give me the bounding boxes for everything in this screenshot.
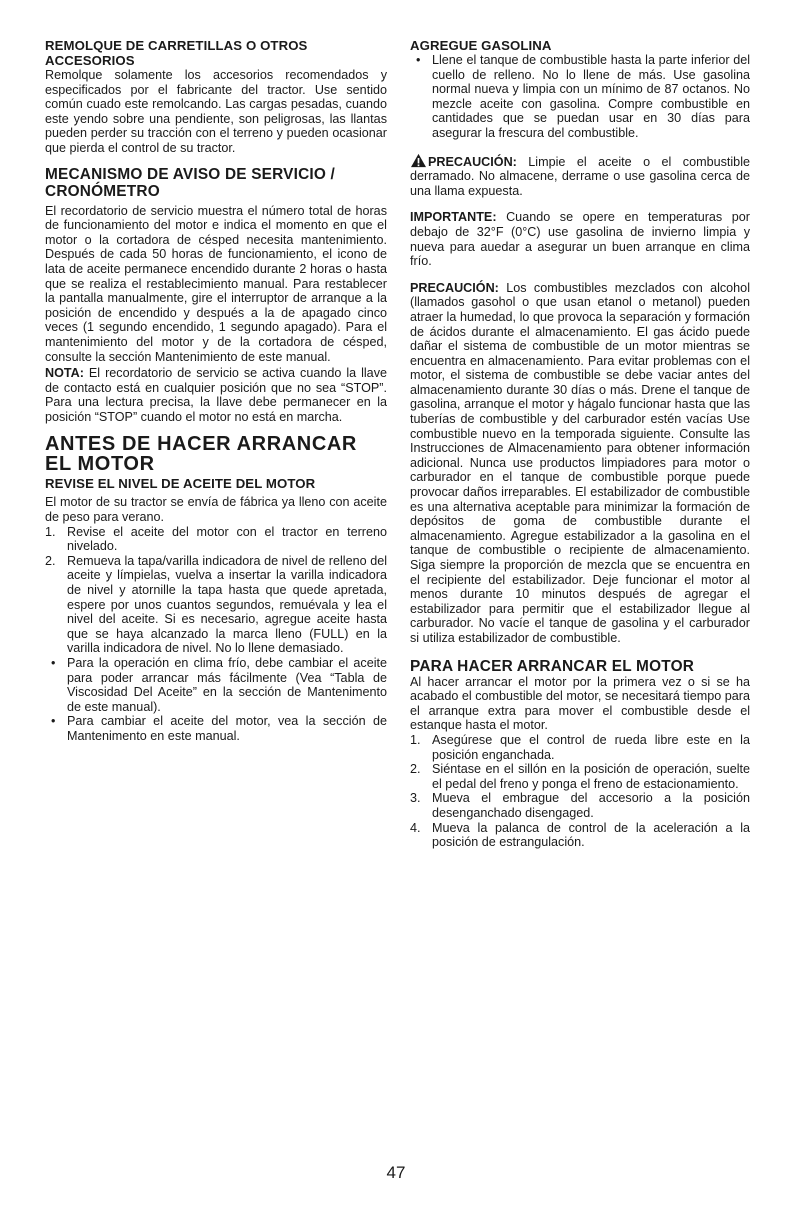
page-number: 47	[386, 1163, 406, 1182]
left-column	[45, 38, 387, 744]
list-item	[45, 656, 387, 714]
list-item	[45, 525, 387, 554]
important-text: Cuando se opere en temperaturas por debajo de 32°F (0°C) use gasolina de invierno limpia y nueva para auedar a asegurar un buen arranque en clima frío.	[410, 210, 750, 269]
fuel-bullets-list	[410, 53, 750, 141]
start-engine-heading: PARA HACER ARRANCAR EL MOTOR	[410, 657, 695, 675]
note-label: NOTA:	[45, 366, 84, 381]
check-oil-text: El motor de su tractor se envía de fábrica ya lleno con aceite de peso para verano.	[45, 495, 387, 525]
list-item	[410, 762, 750, 791]
step-number: 2.	[410, 762, 421, 777]
service-note	[45, 366, 387, 424]
bullet-text: Para cambiar el aceite del motor, vea la sección de Mantenimento en este manual.	[67, 714, 387, 743]
warning-triangle-icon	[410, 153, 427, 168]
list-item	[410, 53, 750, 141]
towing-heading: REMOLQUE DE CARRETILLAS O OTROS ACCESORIOS	[45, 38, 308, 68]
right-column	[410, 38, 750, 850]
add-fuel-heading: AGREGUE GASOLINA	[410, 38, 552, 53]
check-oil-heading: REVISE EL NIVEL DE ACEITE DEL MOTOR	[45, 476, 316, 492]
start-engine-text: Al hacer arrancar el motor por la primera vez o si se ha acabado el combustible del motor, se necesitará tiempo para el arranque extra para mover el combustible desde el estanque hasta el motor.	[410, 674, 750, 733]
step-text: Asegúrese que el control de rueda libre este en la posición enganchada.	[432, 732, 750, 762]
important-note	[410, 210, 750, 268]
list-item	[410, 791, 750, 820]
step-text: Remueva la tapa/varilla indicadora de nivel de relleno del aceite y límpielas, vuelva a insertar la varilla indicadora de nivel y atornille la tapa hasta que quede apretada, espere por unos cuantos segundos, remuévala y lea el nivel del aceite. Si es necesario, agregue aceite hasta que se haya alcanzado la marca lleno (FULL) en la varilla indicadora de nivel. No lo llene demasiado.	[67, 553, 387, 656]
bullet-icon: •	[416, 53, 421, 67]
step-number: 2.	[45, 553, 56, 568]
caution-alcohol-fuels	[410, 281, 750, 646]
step-number: 1.	[45, 524, 56, 539]
caution-label: PRECAUCIÓN:	[410, 280, 499, 295]
step-text: Mueva la palanca de control de la aceleración a la posición de estrangulación.	[432, 820, 750, 850]
step-number: 4.	[410, 820, 421, 835]
bullet-icon: •	[51, 656, 56, 670]
caution-label: PRECAUCIÓN:	[428, 154, 517, 169]
step-number: 3.	[410, 791, 421, 806]
caution-text: Los combustibles mezclados con alcohol (llamados gasohol o que usan etanol o metanol) pueden atraer la humedad, lo que provoca la separación y formación de ácidos durante el almacenamiento. El gas ácido puede dañar el sistema de combustible de un motor mientras se encuentra en almacenamiento. Para evitar problemas con el motor, el sistema de combustible se debe vaciar antes del almacenamiento durante 30 días o más. Drene el tanque de gasolina, arranque el motor y hágalo funcionar hasta que las tuberías de combustible y del carburador estén vacías Use combustible nuevo en la temporada siguiente. Consulte las Instrucciones de Almacenamiento para obtener información adicional. Nunca use productos limpiadores para motor o carburador en el tanque de combustible porque puede provocar daños irreparables. El estabilizador de combustible es una alternativa aceptable para minimizar la formación de depósitos de goma de combustible durante el almacenamiento. Agregue estabilizador a la gasolina en el tanque de combustible o recipiente de almacenamiento. Siga siempre la proporción de mezcla que se encuentra en el recipiente del estabilizador. Deje funcionar el motor al menos durante 10 minutos después de agregar el estabilizador para permitir que el estabilizador llegue al carburador. No vacíe el tanque de gasolina y el carburador si utiliza estabilizador de combustible.	[410, 280, 750, 645]
bullet-icon: •	[51, 714, 56, 729]
bullet-text: Llene el tanque de combustible hasta la parte inferior del cuello de relleno. No lo llene de más. Use gasolina normal nueva y limpia con un mínimo de 87 octanos. No mezcle aceite con gasolina. Compre combustible en cantidades que se puedan usar en 30 días para asegurar la frescura del combustible.	[432, 53, 750, 140]
step-text: Siéntase en el sillón en la posición de operación, suelte el pedal del freno y ponga el freno de estacionamiento.	[432, 762, 750, 791]
caution-spill	[410, 153, 750, 199]
service-reminder-text: El recordatorio de servicio muestra el número total de horas de funcionamiento del motor e indica el momento en que el motor o la cortadora de césped necesita mantenimiento. Después de cada 50 horas de funcionamiento, el icono de lata de aceite permanece encendido durante 2 horas o hasta que se realiza el restablecimiento manual. Para restablecer la pantalla manualmente, gire el interruptor de arranque a la posición de encendido y después a la de apagado cinco veces (1 segundo encendido, 1 segundo apagado). Para el mantenimiento del motor y de la cortadora de césped, consulte la sección Mantenimiento de este manual.	[45, 203, 387, 364]
list-item	[45, 554, 387, 656]
service-reminder-heading: MECANISMO DE AVISO DE SERVICIO / CRONÓMETRO	[45, 165, 336, 200]
oil-steps-list	[45, 525, 387, 656]
list-item	[410, 733, 750, 762]
note-text: El recordatorio de servicio se activa cuando la llave de contacto está en cualquier posición que no sea “STOP”. Para una lectura precisa, la llave debe permanecer en la posición “STOP” cuando el motor no está en marcha.	[45, 366, 387, 424]
towing-text: Remolque solamente los accesorios recomendados y especificados por el fabricante del tractor. Use sentido común cuado este remolcando. Las cargas pesadas, cuando este yendo sobre una pendiente, son peligrosas, las llantas pueden perder su tracción con el terreno y pueden ocasionar que pierda el control de su tractor.	[45, 68, 387, 155]
bullet-text: Para la operación en clima frío, debe cambiar el aceite para poder arrancar más fácilmente (Vea “Tabla de Viscosidad Del Aceite” en la sección de Mantenimento de este manual).	[67, 656, 387, 714]
oil-bullets-list	[45, 656, 387, 744]
important-label: IMPORTANTE:	[410, 210, 497, 225]
step-number: 1.	[410, 732, 421, 747]
caution-text: Limpie el aceite o el combustible derramado. No almacene, derrame o use gasolina cerca de una llama expuesta.	[410, 154, 750, 198]
list-item	[410, 821, 750, 850]
step-text: Mueva el embrague del accesorio a la posición desenganchado disengaged.	[432, 791, 750, 820]
before-starting-heading: ANTES DE HACER ARRANCAR EL MOTOR	[45, 433, 357, 476]
step-text: Revise el aceite del motor con el tractor en terreno nivelado.	[67, 524, 387, 554]
start-steps-list	[410, 733, 750, 850]
list-item	[45, 714, 387, 743]
